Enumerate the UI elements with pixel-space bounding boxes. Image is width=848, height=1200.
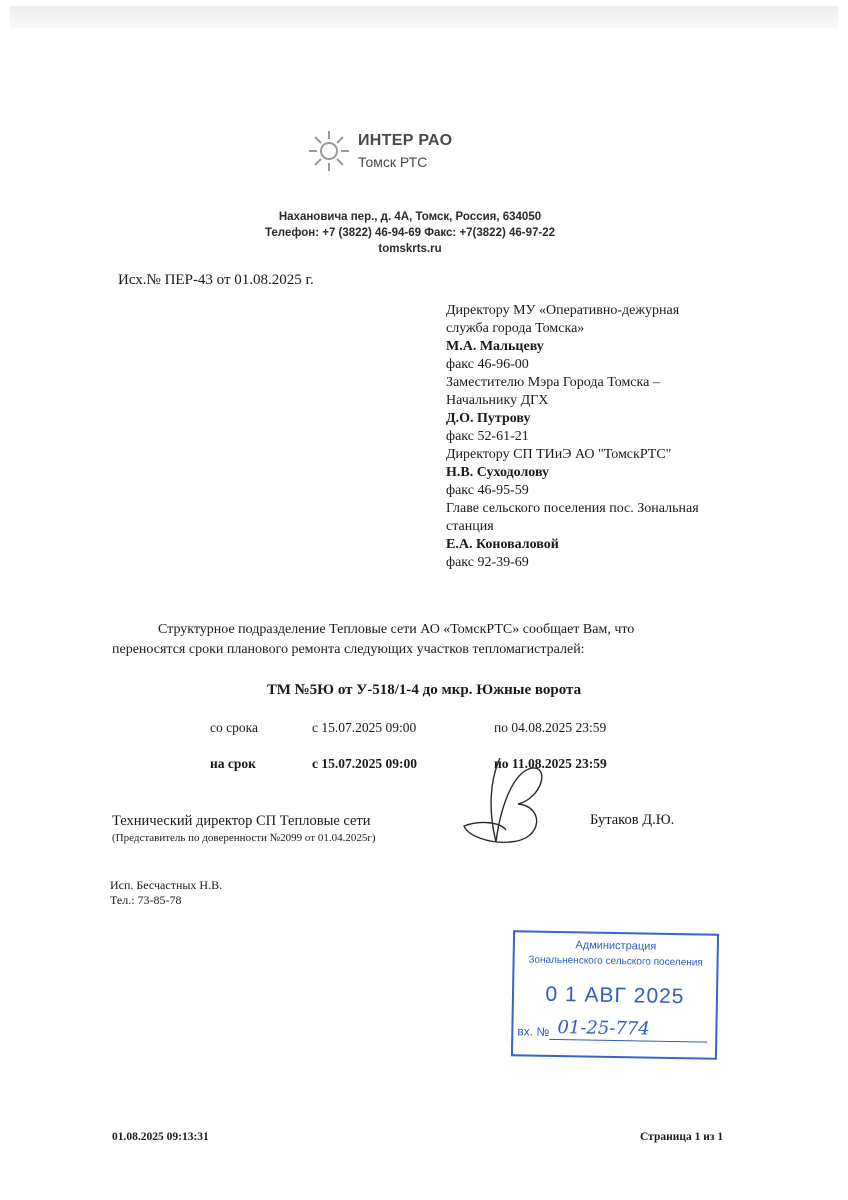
- sun-emblem-icon: [306, 128, 352, 174]
- signatory-note: (Представитель по доверенности №2099 от 01.04.2025г): [112, 832, 376, 844]
- executor-name: Исп. Бесчастных Н.В.: [110, 878, 223, 892]
- logo-brand: ИНТЕР РАО: [358, 132, 453, 149]
- recipients-block: [446, 302, 746, 572]
- recipient: [446, 446, 746, 500]
- recipient-title: Директору МУ «Оперативно-дежурная: [446, 303, 680, 318]
- recipient-fax: факс 52-61-21: [446, 429, 529, 444]
- executor-phone: Тел.: 73-85-78: [110, 893, 182, 907]
- signatory-title: Технический директор СП Тепловые сети: [112, 813, 371, 829]
- handwritten-signature: [460, 750, 580, 860]
- logo-subtitle: Томск РТС: [358, 154, 428, 170]
- recipient-title: служба города Томска»: [446, 321, 585, 336]
- schedule-to: по 11.08.2025 23:59: [494, 756, 607, 771]
- website: tomskrts.ru: [378, 243, 442, 255]
- stamp-underline: [549, 1039, 707, 1043]
- recipient-title: Заместителю Мэра Города Томска –: [446, 375, 660, 390]
- recipient-title: Главе сельского поселения пос. Зональная: [446, 501, 699, 516]
- stamp-date: 0 1 АВГ 2025: [545, 982, 685, 1009]
- schedule-from: с 15.07.2025 09:00: [312, 756, 417, 771]
- recipient-title: Директору СП ТИиЭ АО "ТомскРТС": [446, 447, 672, 462]
- body-line: Структурное подразделение Тепловые сети АО «ТомскРТС» сообщает Вам, что: [158, 622, 635, 637]
- outgoing-number: Исх.№ ПЕР-43 от 01.08.2025 г.: [118, 272, 314, 288]
- stamp-incoming-number: 01-25-774: [557, 1017, 650, 1040]
- section-title: ТМ №5Ю от У-518/1-4 до мкр. Южные ворота: [266, 682, 582, 698]
- body-line: переносятся сроки планового ремонта следующих участков тепломагистралей:: [112, 642, 585, 657]
- recipient-title: станция: [446, 519, 494, 534]
- page-counter: Страница 1 из 1: [640, 1131, 724, 1143]
- recipient-name: Н.В. Суходолову: [446, 465, 550, 480]
- print-timestamp: 01.08.2025 09:13:31: [112, 1131, 209, 1143]
- recipient-name: Е.А. Коноваловой: [446, 537, 559, 552]
- schedule-label: на срок: [210, 756, 256, 771]
- recipient-title: Начальнику ДГХ: [446, 393, 549, 408]
- recipient-name: Д.О. Путрову: [446, 411, 531, 426]
- registration-stamp: [511, 930, 719, 1060]
- company-logo: [306, 128, 476, 176]
- schedule-from: с 15.07.2025 09:00: [312, 720, 417, 735]
- recipient-fax: факс 46-96-00: [446, 357, 529, 372]
- phone-fax-line: Телефон: +7 (3822) 46-94-69 Факс: +7(3822) 46-97-22: [264, 227, 556, 239]
- signatory-name: Бутаков Д.Ю.: [590, 812, 675, 828]
- recipient: [446, 302, 746, 374]
- recipient-name: М.А. Мальцеву: [446, 339, 544, 354]
- address-line: Нахановича пер., д. 4А, Томск, Россия, 634050: [278, 211, 542, 223]
- schedule-to: по 04.08.2025 23:59: [494, 720, 607, 735]
- stamp-org-sub: Зональненского сельского поселения: [528, 954, 703, 969]
- stamp-incoming-label: вх. №: [517, 1024, 550, 1039]
- recipient: [446, 374, 746, 446]
- recipient-fax: факс 46-95-59: [446, 483, 529, 498]
- body-paragraph: [112, 620, 732, 660]
- executor-block: [110, 878, 222, 908]
- recipient: [446, 500, 746, 572]
- recipient-fax: факс 92-39-69: [446, 555, 529, 570]
- scan-edge-shadow: [10, 6, 838, 28]
- stamp-org: Администрация: [575, 939, 657, 953]
- schedule-label: со срока: [210, 720, 258, 735]
